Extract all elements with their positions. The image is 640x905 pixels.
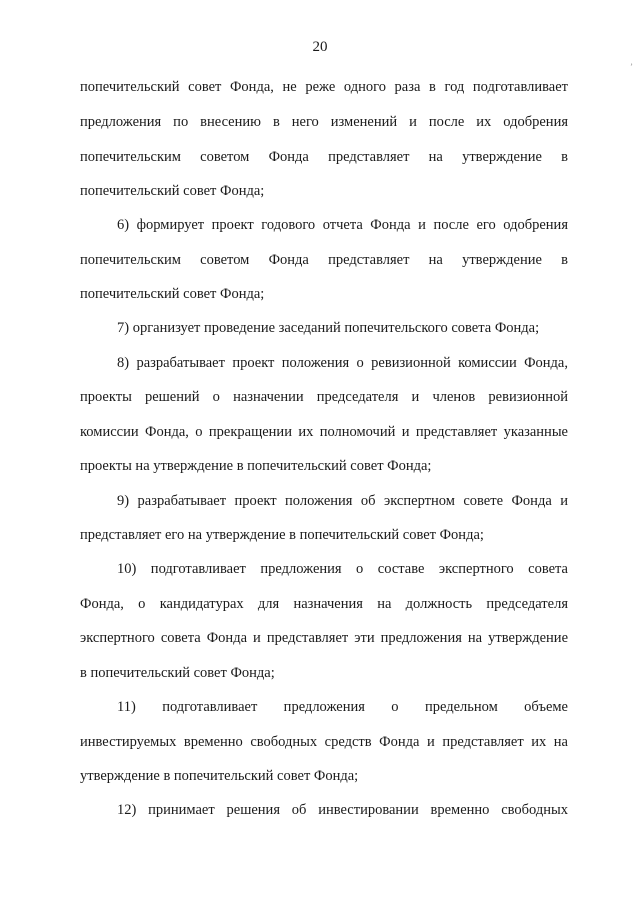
text-line: предложения по внесению в него изменений и после их одобрения [80,114,568,130]
list-item-9-line: 9) разрабатывает проект положения об экспертном совете Фонда и [117,493,568,509]
text-line: утверждение в попечительский совет Фонда; [80,768,359,784]
text-line: экспертного совета Фонда и представляет эти предложения на утверждение [80,630,568,646]
text-line: попечительский совет Фонда; [80,286,265,302]
text-line: инвестируемых временно свободных средств Фонда и представляет их на [80,734,568,750]
list-item-8-line: 8) разрабатывает проект положения о ревизионной комиссии Фонда, [117,355,568,371]
list-item-6-line: 6) формирует проект годового отчета Фонда и после его одобрения [117,217,568,233]
text-line: в попечительский совет Фонда; [80,665,275,681]
text-line: попечительским советом Фонда представляет на утверждение в [80,252,568,268]
text-line: Фонда, о кандидатурах для назначения на должность председателя [80,596,568,612]
list-item-10-line: 10) подготавливает предложения о составе экспертного совета [117,561,568,577]
text-line: попечительский совет Фонда, не реже одного раза в год подготавливает [80,79,568,95]
text-line: представляет его на утверждение в попечительский совет Фонда; [80,527,484,543]
page-number: 20 [312,39,328,55]
list-item-12-line: 12) принимает решения об инвестировании временно свободных [117,802,568,818]
text-line: проекты на утверждение в попечительский совет Фонда; [80,458,432,474]
list-item-7-line: 7) организует проведение заседаний попечительского совета Фонда; [117,320,540,336]
margin-mark: ʼ [630,62,633,72]
list-item-11-line: 11) подготавливает предложения о предельном объеме [117,699,568,715]
text-line: комиссии Фонда, о прекращении их полномочий и представляет указанные [80,424,568,440]
text-line: попечительским советом Фонда представляет на утверждение в [80,149,568,165]
text-line: попечительский совет Фонда; [80,183,265,199]
text-line: проекты решений о назначении председателя и членов ревизионной [80,389,568,405]
